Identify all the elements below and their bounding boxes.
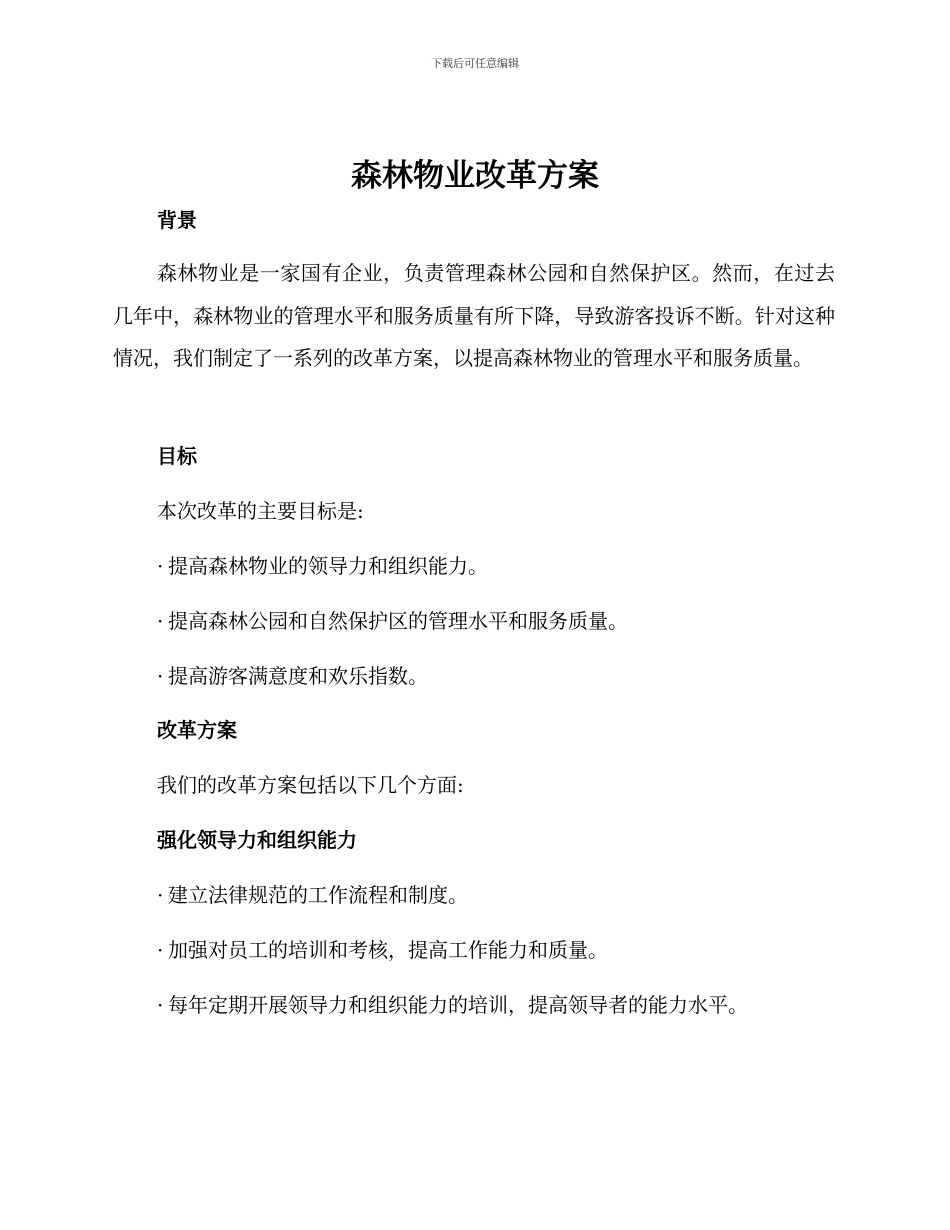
leadership-item-text: 每年定期开展领导力和组织能力的培训，提高领导者的能力水平。 [168, 993, 748, 1017]
section-heading-goals: 目标 [157, 444, 197, 468]
goal-item [157, 552, 488, 580]
leadership-item-text: 加强对员工的培训和考核，提高工作能力和质量。 [168, 938, 608, 962]
bullet-mark: · [157, 609, 164, 633]
document-title: 森林物业改革方案 [351, 158, 599, 194]
goal-item [157, 662, 428, 690]
leadership-item [157, 991, 748, 1019]
goal-item [157, 607, 628, 635]
goal-item-text: 提高森林物业的领导力和组织能力。 [168, 554, 488, 578]
leadership-item [157, 936, 608, 964]
leadership-item [157, 881, 468, 909]
bullet-mark: · [157, 883, 164, 907]
bullet-mark: · [157, 554, 164, 578]
background-paragraph: 森林物业是一家国有企业，负责管理森林公园和自然保护区。然而，在过去几年中，森林物业的管理水平和服务质量有所下降，导致游客投诉不断。针对这种情况，我们制定了一系列的改革方案，以提高森林物业的管理水平和服务质量。 [113, 261, 835, 370]
bullet-mark: · [157, 993, 164, 1017]
bullet-mark: · [157, 664, 164, 688]
goals-intro: 本次改革的主要目标是: [157, 499, 364, 523]
header-note: 下载后可任意编辑 [431, 57, 519, 70]
section-heading-background: 背景 [157, 208, 197, 232]
plan-intro: 我们的改革方案包括以下几个方面: [157, 773, 464, 797]
leadership-item-text: 建立法律规范的工作流程和制度。 [168, 883, 468, 907]
goal-item-text: 提高游客满意度和欢乐指数。 [168, 664, 428, 688]
section-heading-plan: 改革方案 [157, 718, 237, 742]
section-heading-leadership: 强化领导力和组织能力 [157, 828, 357, 852]
bullet-mark: · [157, 938, 164, 962]
goal-item-text: 提高森林公园和自然保护区的管理水平和服务质量。 [168, 609, 628, 633]
